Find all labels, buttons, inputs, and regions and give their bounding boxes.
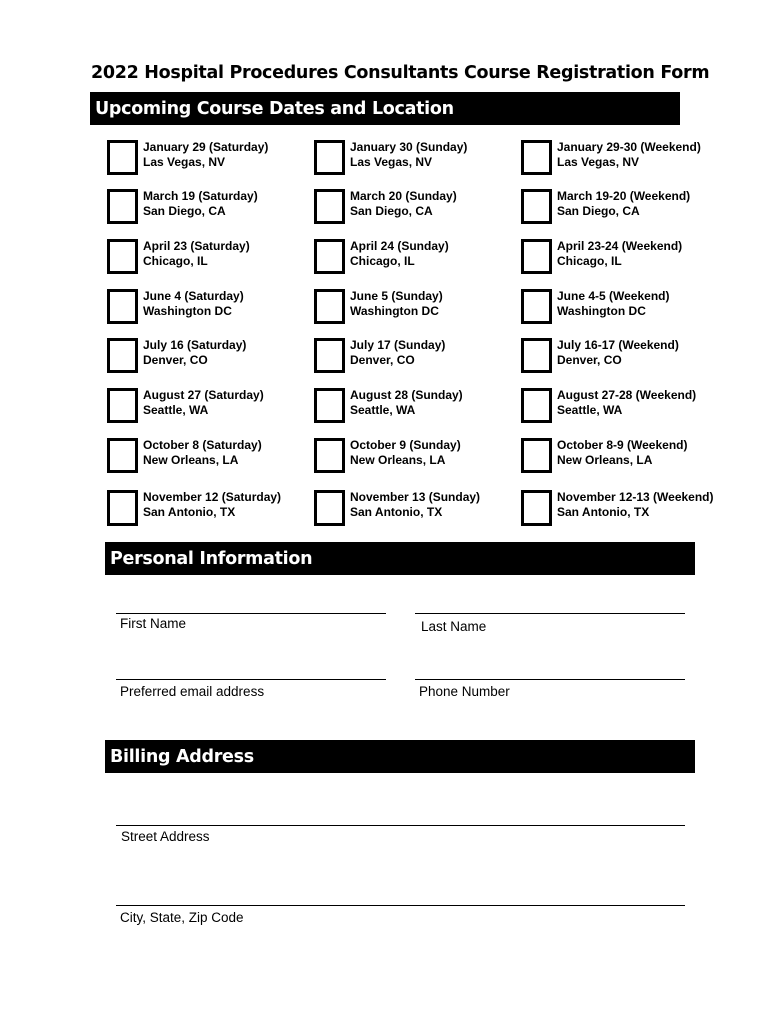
course-option[interactable] [314,189,514,229]
course-checkbox[interactable] [107,438,138,473]
course-option[interactable] [521,189,721,229]
street-address-label: Street Address [121,829,210,844]
course-checkbox[interactable] [521,140,552,175]
course-date: August 28 (Sunday) [350,388,463,402]
course-location: San Antonio, TX [557,504,650,519]
course-date: April 23-24 (Weekend) [557,239,683,253]
course-option[interactable] [107,338,307,378]
course-checkbox[interactable] [314,140,345,175]
course-checkbox[interactable] [314,338,345,373]
course-checkbox[interactable] [314,289,345,324]
city-state-zip-underline [116,905,685,906]
course-checkbox[interactable] [521,289,552,324]
course-label [143,438,262,467]
course-date: July 16-17 (Weekend) [557,338,679,352]
form-title: 2022 Hospital Procedures Consultants Course Registration Form [91,63,710,83]
phone-underline [415,679,685,680]
course-location: Seattle, WA [557,402,623,417]
course-option[interactable] [107,140,307,180]
course-label [557,289,669,318]
phone-input[interactable] [417,659,682,679]
course-location: Seattle, WA [350,402,416,417]
course-date: January 30 (Sunday) [350,140,468,154]
course-option[interactable] [107,490,307,530]
course-location: San Antonio, TX [143,504,236,519]
course-label [350,140,467,169]
course-option[interactable] [521,490,721,530]
course-option[interactable] [107,438,307,478]
course-checkbox[interactable] [107,140,138,175]
course-option[interactable] [107,388,307,428]
course-label [557,338,679,367]
course-date: July 16 (Saturday) [143,338,247,352]
course-date: June 4 (Saturday) [143,289,244,303]
course-label [557,388,696,417]
course-location: Las Vegas, NV [557,154,640,169]
course-label [350,189,457,218]
phone-label: Phone Number [419,684,510,699]
course-date: July 17 (Sunday) [350,338,446,352]
course-checkbox[interactable] [107,338,138,373]
course-date: October 8-9 (Weekend) [557,438,688,452]
course-label [350,289,443,318]
course-location: New Orleans, LA [557,452,653,467]
course-date: March 19-20 (Weekend) [557,189,691,203]
course-date: November 12 (Saturday) [143,490,282,504]
city-state-zip-input[interactable] [118,884,683,904]
course-location: Las Vegas, NV [350,154,433,169]
course-date: June 5 (Sunday) [350,289,443,303]
course-checkbox[interactable] [107,490,138,526]
course-location: Las Vegas, NV [143,154,226,169]
city-state-zip-label: City, State, Zip Code [120,910,244,925]
first-name-label: First Name [120,616,187,631]
course-label [557,140,701,169]
section-header-courses [90,92,680,125]
course-option[interactable] [314,239,514,279]
course-label [557,438,687,467]
course-label [350,338,445,367]
section-header-personal-label: Personal Information [110,548,313,569]
course-label [143,388,264,417]
course-option[interactable] [314,388,514,428]
course-date: October 9 (Sunday) [350,438,461,452]
email-input[interactable] [118,659,383,679]
section-header-billing-label: Billing Address [110,746,254,767]
course-checkbox[interactable] [521,438,552,473]
section-header-courses-label: Upcoming Course Dates and Location [95,98,454,119]
course-location: Denver, CO [557,352,622,367]
course-date: October 8 (Saturday) [143,438,262,452]
last-name-input[interactable] [417,593,682,613]
street-address-input[interactable] [118,804,683,824]
course-option[interactable] [314,338,514,378]
course-location: Denver, CO [143,352,208,367]
course-checkbox[interactable] [314,490,345,526]
course-date: August 27-28 (Weekend) [557,388,697,402]
course-checkbox[interactable] [314,239,345,274]
course-checkbox[interactable] [521,189,552,224]
course-option[interactable] [521,338,721,378]
course-option[interactable] [521,289,721,329]
email-label: Preferred email address [120,684,265,699]
course-location: New Orleans, LA [143,452,239,467]
course-checkbox[interactable] [107,289,138,324]
course-label [143,239,250,268]
course-label [350,490,480,519]
section-header-billing [105,740,695,773]
email-underline [116,679,386,680]
course-label [557,239,682,268]
course-label [143,189,258,218]
first-name-input[interactable] [118,593,383,613]
course-date: August 27 (Saturday) [143,388,264,402]
first-name-underline [116,613,386,614]
course-option[interactable] [107,189,307,229]
course-location: San Antonio, TX [350,504,443,519]
course-label [557,490,714,519]
course-date: March 20 (Sunday) [350,189,457,203]
course-label [350,438,461,467]
course-label [350,239,449,268]
course-location: San Diego, CA [557,203,640,218]
course-date: November 13 (Sunday) [350,490,481,504]
course-checkbox[interactable] [314,189,345,224]
course-checkbox[interactable] [107,388,138,423]
street-address-underline [116,825,685,826]
course-option[interactable] [107,239,307,279]
course-checkbox[interactable] [521,388,552,423]
course-checkbox[interactable] [107,239,138,274]
course-option[interactable] [314,490,514,530]
last-name-label: Last Name [421,619,487,634]
course-date: April 23 (Saturday) [143,239,250,253]
course-option[interactable] [521,140,721,180]
course-location: Chicago, IL [557,253,622,268]
course-checkbox[interactable] [107,189,138,224]
course-option[interactable] [521,388,721,428]
course-option[interactable] [521,438,721,478]
section-header-personal [105,542,695,575]
course-location: San Diego, CA [143,203,226,218]
course-date: January 29-30 (Weekend) [557,140,701,154]
course-location: Washington DC [143,303,232,318]
course-option[interactable] [314,140,514,180]
course-label [350,388,463,417]
course-location: Chicago, IL [350,253,415,268]
course-location: New Orleans, LA [350,452,446,467]
course-label [143,338,246,367]
course-label [143,140,268,169]
course-checkbox[interactable] [521,338,552,373]
course-label [143,289,244,318]
course-label [557,189,690,218]
course-option[interactable] [314,438,514,478]
course-date: January 29 (Saturday) [143,140,269,154]
course-option[interactable] [107,289,307,329]
course-location: Seattle, WA [143,402,209,417]
course-date: March 19 (Saturday) [143,189,258,203]
course-checkbox[interactable] [521,239,552,274]
course-option[interactable] [521,239,721,279]
course-date: April 24 (Sunday) [350,239,449,253]
course-option[interactable] [314,289,514,329]
course-location: San Diego, CA [350,203,433,218]
last-name-underline [415,613,685,614]
course-label [143,490,281,519]
course-location: Denver, CO [350,352,415,367]
course-location: Washington DC [350,303,439,318]
course-location: Washington DC [557,303,646,318]
course-checkbox[interactable] [314,438,345,473]
course-checkbox[interactable] [314,388,345,423]
course-location: Chicago, IL [143,253,208,268]
course-date: November 12-13 (Weekend) [557,490,714,504]
course-date: June 4-5 (Weekend) [557,289,670,303]
course-checkbox[interactable] [521,490,552,526]
